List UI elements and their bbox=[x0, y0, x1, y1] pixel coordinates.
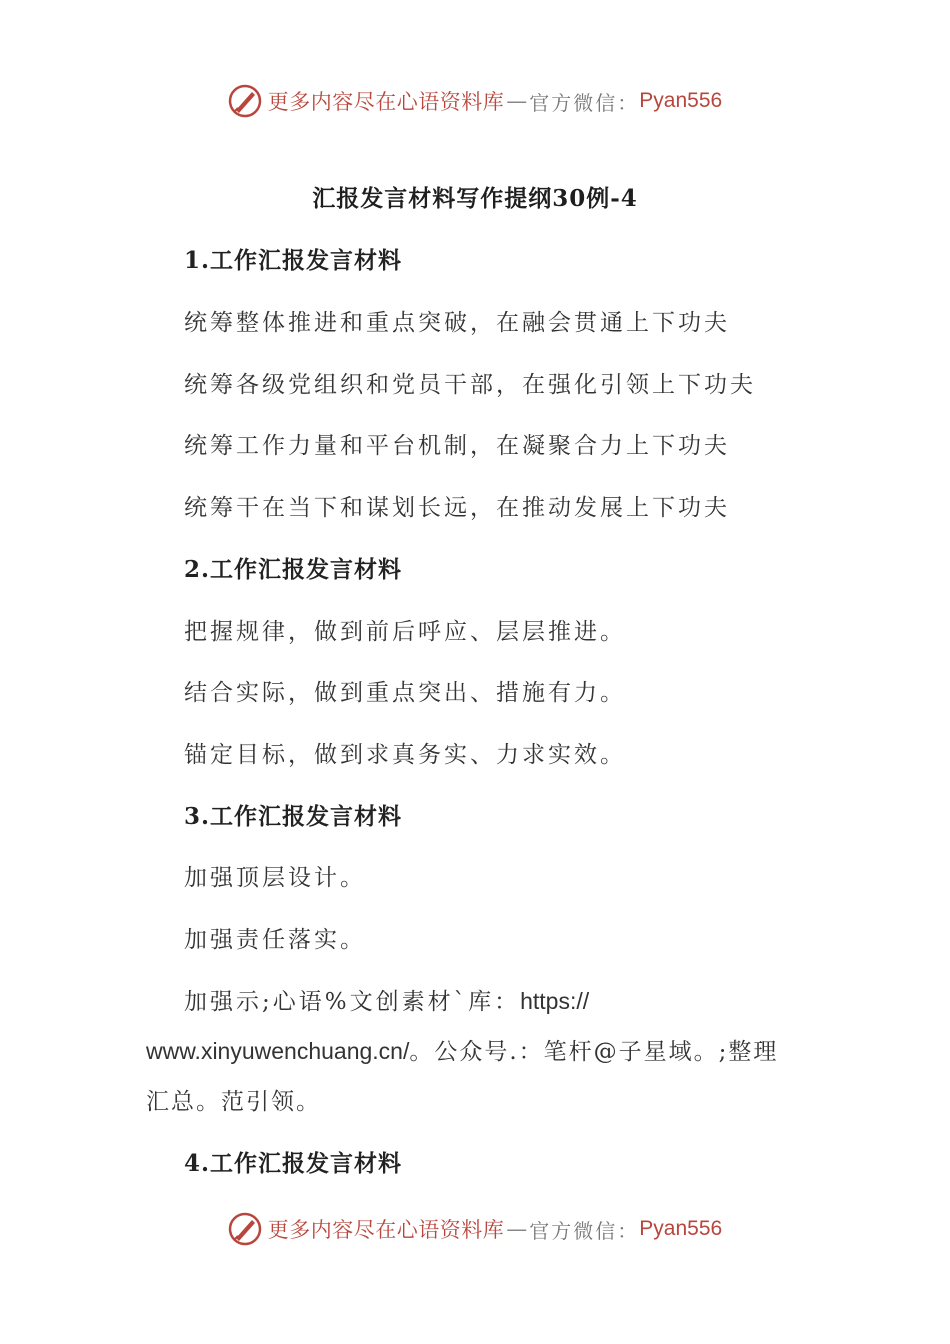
section-3-mixed-line-1 bbox=[184, 983, 589, 1016]
section-2-item-1: 把握规律，做到前后呼应、层层推进。 bbox=[184, 619, 626, 645]
banner-wechat-id: Pyan556 bbox=[639, 1217, 723, 1240]
section-heading-4: 4.工作汇报发言材料 bbox=[184, 1150, 403, 1177]
banner-wechat-id: Pyan556 bbox=[639, 89, 723, 112]
mixed-text-1: 加强示;心语%文创素材`库： bbox=[184, 989, 521, 1015]
section-heading-1: 1.工作汇报发言材料 bbox=[184, 247, 403, 274]
section-3-mixed-line-2 bbox=[146, 1033, 778, 1066]
header-watermark bbox=[0, 84, 950, 118]
section-3-mixed-line-3: 汇总。范引领。 bbox=[146, 1089, 321, 1115]
document-title: 汇报发言材料写作提纲30例-4 bbox=[312, 185, 638, 212]
section-3-item-1: 加强顶层设计。 bbox=[184, 865, 366, 891]
banner-dash: — bbox=[506, 89, 528, 113]
section-1-item-1: 统筹整体推进和重点突破，在融会贯通上下功夫 bbox=[184, 310, 730, 336]
banner-wechat-label: 官方微信： bbox=[529, 1218, 640, 1243]
banner-dash: — bbox=[506, 1217, 528, 1241]
mixed-url-end: www.xinyuwenchuang.cn/ bbox=[146, 1038, 410, 1064]
banner-label: 更多内容尽在心语资料库 bbox=[267, 1218, 505, 1242]
section-1-item-4: 统筹干在当下和谋划长远，在推动发展上下功夫 bbox=[184, 495, 730, 521]
section-heading-2: 2.工作汇报发言材料 bbox=[184, 556, 403, 583]
quill-logo-icon bbox=[228, 1212, 262, 1246]
banner-label: 更多内容尽在心语资料库 bbox=[267, 90, 505, 114]
section-3-item-2: 加强责任落实。 bbox=[184, 927, 366, 953]
mixed-text-2: 。公众号.：笔杆@子星域。;整理 bbox=[409, 1039, 779, 1065]
section-2-item-2: 结合实际，做到重点突出、措施有力。 bbox=[184, 680, 626, 706]
section-1-item-3: 统筹工作力量和平台机制，在凝聚合力上下功夫 bbox=[184, 433, 730, 459]
footer-watermark bbox=[0, 1212, 950, 1246]
mixed-url-start: https:// bbox=[520, 988, 590, 1014]
section-1-item-2: 统筹各级党组织和党员干部，在强化引领上下功夫 bbox=[184, 372, 756, 398]
quill-logo-icon bbox=[228, 84, 262, 118]
banner-wechat-label: 官方微信： bbox=[529, 90, 640, 115]
section-2-item-3: 锚定目标，做到求真务实、力求实效。 bbox=[184, 742, 626, 768]
section-heading-3: 3.工作汇报发言材料 bbox=[184, 803, 403, 830]
